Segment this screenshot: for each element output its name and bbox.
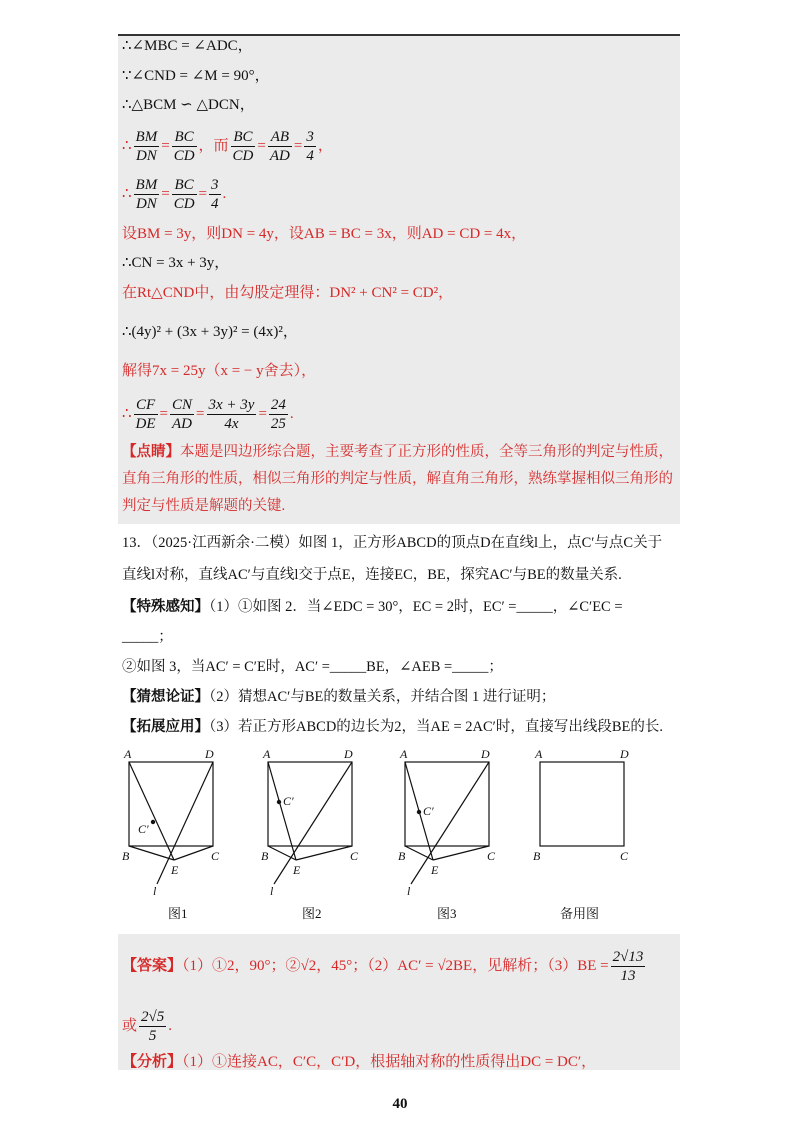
question-part2: （2）猜想AC′与BE的数量关系，并结合图 1 进行证明； [209,689,556,705]
den: 4 [211,196,219,212]
den: AD [269,148,290,164]
frac-3x3y-4x [207,396,257,433]
frac-3-4 [304,128,316,165]
fig1-line-l [157,762,213,884]
frac-24-25 [269,396,288,433]
num: 3x + 3y [208,397,255,413]
spare-label-a: A [535,747,543,761]
den: DN [135,148,157,164]
den: CD [173,196,195,212]
num: 3 [211,177,219,193]
analysis-text: （1）①连接AC，C′C，C′D，根据轴对称的性质得出DC = DC′， [182,1054,597,1070]
special-tag: 【特殊感知】 [122,599,209,615]
solution-line-11: ∴ $\frac{CF}{DE}$ = $\frac{CN}{AD}$ = $\frac{3x + 3y}{4x}$ = $\frac{24}{25}$ . [122,397,294,432]
answer-or: 或 [122,1017,138,1034]
answer-tag: 【答案】 [122,957,183,974]
fig1-label-e: E [171,863,179,877]
solution-line-1: ∴∠MBC = ∠ADC， [122,38,253,54]
fig1-label-c: C [211,849,220,863]
solution-line-7: ∴CN = 3x + 3y， [122,255,230,271]
den: AD [172,416,193,432]
comment-text: 本题是四边形综合题，主要考查了正方形的性质，全等三角形的判定与性质，直角三角形的性质，相似三角形的判定与性质，解直角三角形，熟练掌握相似三角形的判定与性质是解题的关键. [122,444,673,514]
frac-3-4-2 [209,176,221,213]
den: 13 [620,968,636,984]
l4-end: ， [317,137,333,154]
spare-square [540,762,624,846]
answer-end: . [168,1017,172,1034]
frac-bm-dn [134,128,160,165]
frac-cn-ad [170,396,194,433]
fig2-label-e: E [293,863,301,877]
fig1-be [129,846,174,860]
frac-bm-dn-2 [134,176,160,213]
solution-line-9: ∴(4y)² + (3x + 3y)² = (4x)²， [122,324,298,340]
solution-line-8: 在Rt△CND中，由勾股定理得：DN² + CN² = CD²， [122,285,454,301]
fig3-ec [433,846,489,860]
den: DN [135,196,157,212]
fig3-label-e: E [431,863,439,877]
frac-bc-cd [172,128,197,165]
num: AB [268,128,292,147]
frac-bc-cd-2 [231,128,256,165]
solution-line-3: ∴△BCM ∽ △DCN， [122,97,255,113]
question-line-7 [122,717,663,737]
fig2-point-cprime [277,800,281,804]
answer-line [122,948,647,985]
solution-line-10: 解得7x = 25y（x = − y舍去）， [122,363,317,379]
fig3-label-c: C [487,849,496,863]
question-part3: （3）若正方形ABCD的边长为2，当AE = 2AC′时，直接写出线段BE的长. [209,719,664,735]
figures-diagram [0,742,800,932]
fig2-label-d: D [344,747,353,761]
l5-end: . [222,185,227,202]
fig2-label-cprime: C′ [283,794,294,808]
question-line-6 [122,687,555,707]
num: CN [172,397,193,413]
fig2-ec [296,846,352,860]
fig2-label-a: A [263,747,271,761]
question-line-4: _____； [122,629,173,645]
fig1-line-ae [129,762,174,860]
question-line-2: 直线l对称，直线AC′与直线l交于点E，连接EC，BE，探究AC′与BE的数量关系. [122,567,622,583]
analysis-line [122,1052,596,1072]
caption-spare: 备用图 [560,906,600,921]
den: CD [232,148,254,164]
l4-prefix: ∴ [122,137,132,154]
num: 3 [306,129,314,145]
num: 2√13 [612,949,644,965]
fig3-point-cprime [417,810,421,814]
analysis-tag: 【分析】 [122,1054,183,1070]
solution-line-5: ∴ $\frac{BM}{DN}$ = $\frac{BC}{CD}$ = $\frac{3}{4}$ . [122,177,227,212]
comment-paragraph [122,439,674,520]
solution-line-4: ∴ $\frac{BM}{DN}$ = $\frac{BC}{CD}$ ，而 $\frac{BC}{CD}$ = $\frac{AB}{AD}$ = $\frac{3}{4}$ ， [122,129,333,164]
fig1-point-cprime [151,820,155,824]
l11-end: . [289,405,294,422]
fig3-label-b: B [398,849,406,863]
answer-frac-2 [139,1008,166,1045]
l5-prefix: ∴ [122,185,132,202]
answer-line-2 [122,1008,172,1045]
answer-frac-1 [611,948,646,985]
l11-prefix: ∴ [122,405,132,422]
fig2-line-ae [268,762,296,860]
question-part1: （1）①如图 2．当∠EDC = 30°，EC = 2时，EC′ =_____，∠C′EC = [209,599,623,615]
den: CD [173,148,195,164]
frac-cf-de [134,396,158,433]
caption-fig2: 图2 [302,906,322,921]
l4-mid: ，而 [198,137,229,154]
num: 24 [270,397,286,413]
comment-tag: 【点睛】 [122,444,180,460]
answer-text: （1）①2，90°；②√2，45°；（2）AC′ = √2BE，见解析；（3）BE = [182,957,609,974]
fig3-label-cprime: C′ [423,804,434,818]
spare-label-d: D [620,747,629,761]
fig2-label-c: C [350,849,359,863]
fig3-label-d: D [481,747,490,761]
solution-line-2: ∵∠CND = ∠M = 90°， [122,68,270,84]
num: BC [172,128,197,147]
fig1-label-l: l [153,884,157,898]
question-line-1: 13．（2025·江西新余·二模）如图 1，正方形ABCD的顶点D在直线l上，点C′与点C关于 [122,535,663,551]
num: CF [134,396,158,415]
spare-label-b: B [533,849,541,863]
fig2-label-l: l [270,884,274,898]
extend-tag: 【拓展应用】 [122,719,209,735]
den: 4x [224,416,239,432]
den: DE [135,416,156,432]
fig1-ec [174,846,213,860]
num: BC [172,176,197,195]
question-line-5: ②如图 3，当AC′ = C′E时，AC′ =_____BE，∠AEB =_____； [122,659,503,675]
num: 2√5 [141,1009,165,1025]
fig3-label-a: A [400,747,408,761]
guess-tag: 【猜想论证】 [122,689,209,705]
caption-fig3: 图3 [437,906,457,921]
num: BC [231,128,256,147]
spare-label-c: C [620,849,629,863]
fig2-label-b: B [261,849,269,863]
question-line-3 [122,597,623,617]
den: 5 [148,1028,157,1044]
num: BM [135,129,158,145]
den: 4 [306,148,314,164]
page-number: 40 [392,1096,408,1112]
fig1-label-d: D [205,747,214,761]
fig3-label-l: l [407,884,411,898]
den: 25 [270,416,286,432]
caption-fig1: 图1 [168,906,188,921]
fig3-be [405,846,433,860]
fig1-label-b: B [122,849,130,863]
fig1-label-cprime: C′ [138,822,149,836]
frac-bc-cd-3 [172,176,197,213]
frac-ab-ad [268,128,292,165]
fig1-label-a: A [124,747,132,761]
solution-line-6: 设BM = 3y，则DN = 4y，设AB = BC = 3x，则AD = CD = 4x， [122,226,527,242]
fig2-be [268,846,296,860]
num: BM [135,177,158,193]
